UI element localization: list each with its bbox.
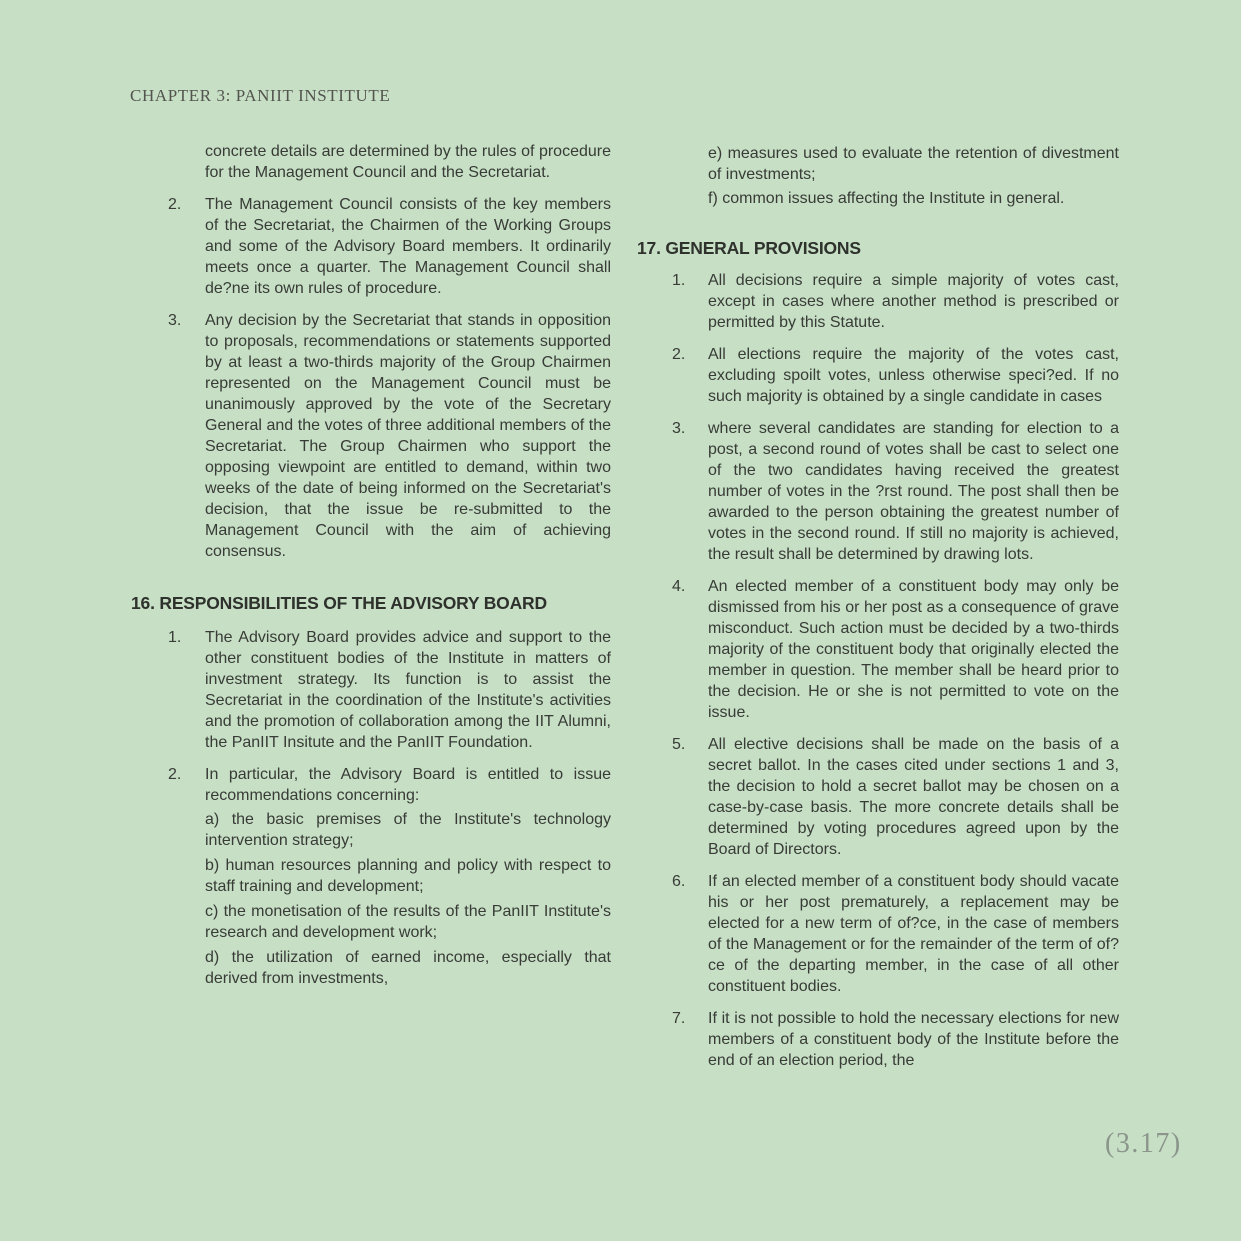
sub-item-label: b) <box>205 857 220 874</box>
list-item <box>168 310 611 562</box>
sub-item-label: e) <box>708 145 723 162</box>
item-number: 2. <box>672 346 686 363</box>
item-number: 1. <box>168 629 182 646</box>
sub-list-item <box>205 855 611 897</box>
continuation-paragraph: concrete details are determined by the rules of procedure for the Management Council and the Secretariat. <box>205 143 611 181</box>
item-text: Any decision by the Secretariat that stands in opposition to proposals, recommendations or statements supported by at least a two-thirds majority of the Group Chairmen represented on the Management Council must be unanimously approved by the vote of the Secretary General and the votes of three additional members of the Secretariat. The Group Chairmen who support the opposing viewpoint are entitled to demand, within two weeks of the date of being informed on the Secretariat's decision, that the issue be re-submitted to the Management Council with the aim of achieving consensus. <box>205 312 611 560</box>
item-text: All elections require the majority of the votes cast, excluding spoilt votes, unless otherwise speci?ed. If no such majority is obtained by a single candidate in cases <box>708 346 1119 405</box>
sub-list-item <box>205 901 611 943</box>
sub-list-item <box>205 947 611 989</box>
item-number: 7. <box>672 1010 686 1027</box>
page-number: (3.17) <box>1105 1128 1182 1159</box>
item-text: If an elected member of a constituent body should vacate his or her post prematurely, a replacement may be elected for a new term of of?ce, in the case of members of the Management or for the remainder of the term of of?ce of the departing member, in the case of all other constituent bodies. <box>708 873 1119 995</box>
list-item <box>672 1008 1119 1071</box>
sub-item-label: a) <box>205 811 220 828</box>
sub-list-item <box>205 809 611 851</box>
item-number: 3. <box>168 312 182 329</box>
sub-item-text: measures used to evaluate the retention of divestment of investments; <box>708 145 1119 183</box>
list-item <box>168 627 611 753</box>
item-text: If it is not possible to hold the necessary elections for new members of a constituent body of the Institute before the end of an election period, the <box>708 1010 1119 1069</box>
chapter-header: CHAPTER 3: PANIIT INSTITUTE <box>130 86 391 105</box>
list-item <box>672 734 1119 860</box>
left-column <box>131 141 611 993</box>
sub-item-text: common issues affecting the Institute in general. <box>722 190 1065 207</box>
item-text: The Advisory Board provides advice and support to the other constituent bodies of the Institute in matters of investment strategy. Its function is to assist the Secretariat in the coordination of the Institute's activities and the promotion of collaboration among the IIT Alumni, the PanIIT Insitute and the PanIIT Foundation. <box>205 629 611 751</box>
sub-item-text: the utilization of earned income, especially that derived from investments, <box>205 949 611 987</box>
sub-item-text: the monetisation of the results of the PanIIT Institute's research and development work; <box>205 903 611 941</box>
item-text: In particular, the Advisory Board is entitled to issue recommendations concerning: <box>205 766 611 804</box>
list-item <box>672 576 1119 723</box>
list-item <box>672 270 1119 333</box>
item-number: 1. <box>672 272 686 289</box>
sub-list-item <box>708 188 1119 209</box>
item-number: 2. <box>168 766 182 783</box>
section-16-heading: 16. RESPONSIBILITIES OF THE ADVISORY BOARD <box>131 593 547 613</box>
list-item <box>672 344 1119 407</box>
item-text: An elected member of a constituent body may only be dismissed from his or her post as a consequence of grave misconduct. Such action must be decided by a two-thirds majority of the constituent body that originally elected the member in question. The member shall be heard prior to the decision. He or she is not permitted to vote on the issue. <box>708 578 1119 721</box>
list-item <box>168 194 611 299</box>
list-item <box>168 764 611 806</box>
item-number: 3. <box>672 420 686 437</box>
item-number: 5. <box>672 736 686 753</box>
right-column <box>637 143 1119 1071</box>
section-17-heading: 17. GENERAL PROVISIONS <box>637 238 861 258</box>
item-text: where several candidates are standing for election to a post, a second round of votes shall be cast to select one of the two candidates having received the greatest number of votes in the ?rst round. The post shall then be awarded to the person obtaining the greatest number of votes in the second round. If still no majority is achieved, the result shall be determined by drawing lots. <box>708 420 1119 563</box>
list-item <box>672 871 1119 997</box>
sub-item-text: human resources planning and policy with respect to staff training and development; <box>205 857 611 895</box>
sub-item-label: c) <box>205 903 219 920</box>
item-text: The Management Council consists of the key members of the Secretariat, the Chairmen of the Working Groups and some of the Advisory Board members. It ordinarily meets once a quarter. The Management Council shall de?ne its own rules of procedure. <box>205 196 611 297</box>
sub-item-label: f) <box>708 190 718 207</box>
item-text: All decisions require a simple majority of votes cast, except in cases where another method is prescribed or permitted by this Statute. <box>708 272 1119 331</box>
sub-item-label: d) <box>205 949 220 966</box>
item-text: All elective decisions shall be made on the basis of a secret ballot. In the cases cited under sections 1 and 3, the decision to hold a secret ballot may be chosen on a case-by-case basis. The more concrete details shall be determined by voting procedures agreed upon by the Board of Directors. <box>708 736 1119 858</box>
sub-list-item <box>708 143 1119 185</box>
item-number: 2. <box>168 196 182 213</box>
item-number: 4. <box>672 578 686 595</box>
sub-item-text: the basic premises of the Institute's technology intervention strategy; <box>205 811 612 849</box>
list-item <box>672 418 1119 565</box>
item-number: 6. <box>672 873 686 890</box>
